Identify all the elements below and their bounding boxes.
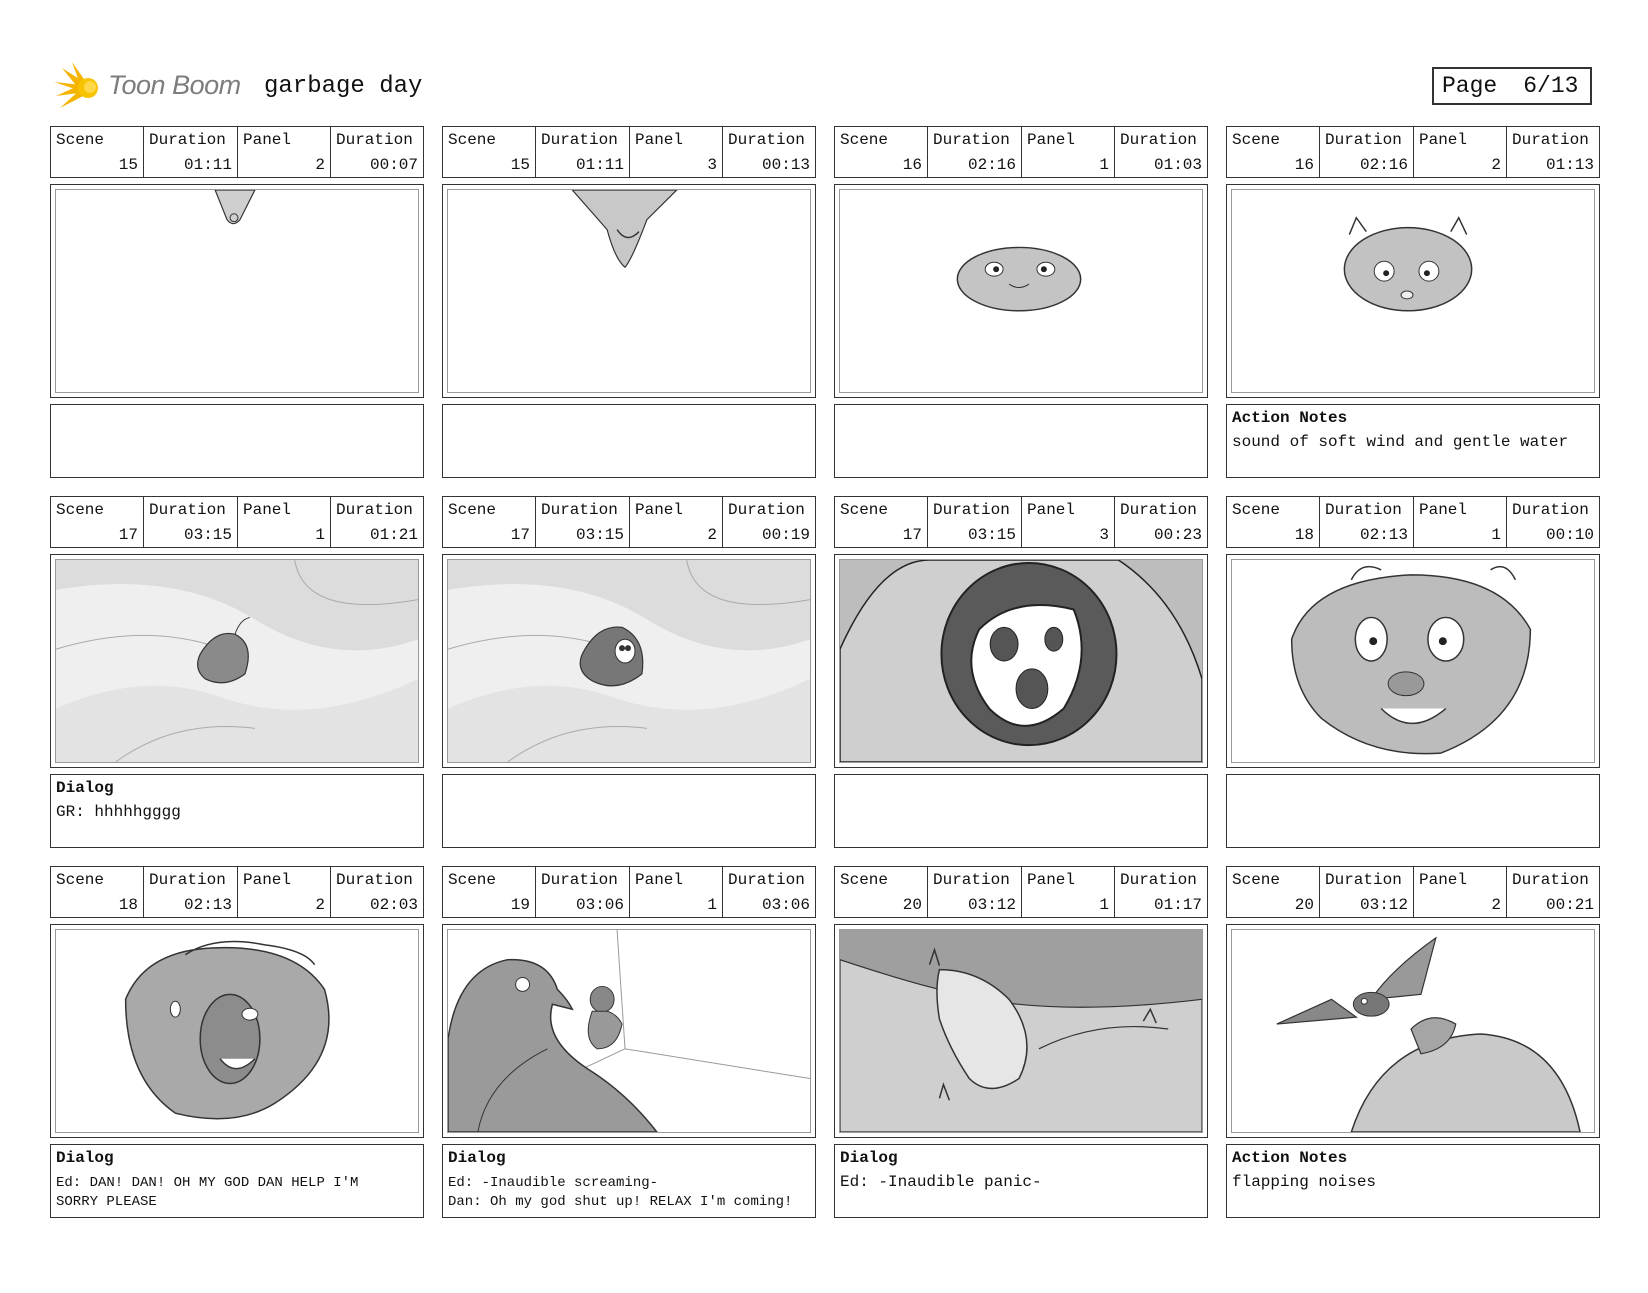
page-label: Page bbox=[1442, 73, 1498, 99]
panel-duration-label: Duration bbox=[1512, 501, 1589, 519]
notes-box bbox=[834, 404, 1208, 478]
panel-drawing bbox=[50, 184, 424, 398]
panel-duration-label: Duration bbox=[1120, 871, 1197, 889]
panel-label: Panel bbox=[1027, 501, 1076, 519]
notes-text: Ed: -Inaudible panic- bbox=[840, 1173, 1042, 1191]
scene-duration: 03:15 bbox=[183, 526, 232, 544]
panel-label: Panel bbox=[1027, 131, 1076, 149]
scene-duration-label: Duration bbox=[541, 501, 618, 519]
panel-label: Panel bbox=[1419, 131, 1468, 149]
scene-duration-label: Duration bbox=[1325, 501, 1402, 519]
panel-header bbox=[50, 496, 424, 548]
scene-label: Scene bbox=[1232, 501, 1281, 519]
notes-text: Ed: DAN! DAN! OH MY GOD DAN HELP I'M SORRY PLEASE bbox=[56, 1175, 359, 1210]
panel-duration-label: Duration bbox=[1120, 131, 1197, 149]
panel-duration-label: Duration bbox=[1512, 131, 1589, 149]
panel-duration: 02:03 bbox=[369, 896, 418, 914]
panel-drawing bbox=[442, 554, 816, 768]
notes-title: Dialog bbox=[56, 1149, 114, 1167]
scene-duration: 02:13 bbox=[1359, 526, 1408, 544]
panel-label: Panel bbox=[635, 131, 684, 149]
panel-duration-label: Duration bbox=[1120, 501, 1197, 519]
burst-icon bbox=[52, 58, 108, 114]
panel-number: 2 bbox=[315, 896, 325, 914]
panel-number: 1 bbox=[1099, 896, 1109, 914]
scene-label: Scene bbox=[448, 871, 497, 889]
panel-label: Panel bbox=[635, 501, 684, 519]
scene-duration-label: Duration bbox=[149, 131, 226, 149]
panel-duration: 00:13 bbox=[761, 156, 810, 174]
scene-duration: 01:11 bbox=[183, 156, 232, 174]
notes-box bbox=[834, 774, 1208, 848]
scene-label: Scene bbox=[448, 131, 497, 149]
notes-box bbox=[442, 404, 816, 478]
panel-drawing bbox=[442, 924, 816, 1138]
panel-number: 3 bbox=[707, 156, 717, 174]
scene-duration: 03:15 bbox=[575, 526, 624, 544]
notes-title: Dialog bbox=[56, 779, 114, 797]
panel-duration: 00:23 bbox=[1153, 526, 1202, 544]
notes-box bbox=[442, 1144, 816, 1218]
scene-duration: 01:11 bbox=[575, 156, 624, 174]
scene-duration-label: Duration bbox=[149, 501, 226, 519]
page-indicator bbox=[1432, 67, 1592, 105]
logo-text: Toon Boom bbox=[108, 70, 241, 100]
notes-title: Action Notes bbox=[1232, 409, 1348, 427]
scene-number: 18 bbox=[118, 896, 138, 914]
notes-text: Ed: -Inaudible screaming- Dan: Oh my god shut up! RELAX I'm coming! bbox=[448, 1175, 793, 1210]
notes-box bbox=[50, 774, 424, 848]
panel-number: 2 bbox=[315, 156, 325, 174]
panel-duration: 00:21 bbox=[1545, 896, 1594, 914]
panel-header bbox=[1226, 496, 1600, 548]
notes-title: Dialog bbox=[840, 1149, 898, 1167]
notes-box bbox=[1226, 404, 1600, 478]
panel-duration: 00:10 bbox=[1545, 526, 1594, 544]
scene-duration: 02:13 bbox=[183, 896, 232, 914]
scene-number: 20 bbox=[902, 896, 922, 914]
panel-drawing bbox=[50, 554, 424, 768]
panel-header bbox=[834, 866, 1208, 918]
scene-number: 16 bbox=[902, 156, 922, 174]
panel-duration-label: Duration bbox=[728, 501, 805, 519]
scene-label: Scene bbox=[840, 871, 889, 889]
notes-box bbox=[50, 1144, 424, 1218]
panel-drawing bbox=[1226, 184, 1600, 398]
scene-label: Scene bbox=[840, 131, 889, 149]
scene-number: 15 bbox=[118, 156, 138, 174]
panel-duration-label: Duration bbox=[728, 871, 805, 889]
scene-duration-label: Duration bbox=[1325, 131, 1402, 149]
panel-header bbox=[1226, 126, 1600, 178]
scene-duration-label: Duration bbox=[541, 131, 618, 149]
scene-label: Scene bbox=[56, 501, 105, 519]
notes-box bbox=[50, 404, 424, 478]
page-header bbox=[52, 58, 1612, 116]
scene-number: 18 bbox=[1294, 526, 1314, 544]
scene-number: 19 bbox=[510, 896, 530, 914]
panel-duration-label: Duration bbox=[336, 871, 413, 889]
panel-drawing bbox=[834, 184, 1208, 398]
notes-text: GR: hhhhhgggg bbox=[56, 803, 181, 821]
notes-box bbox=[1226, 774, 1600, 848]
scene-number: 20 bbox=[1294, 896, 1314, 914]
scene-number: 17 bbox=[118, 526, 138, 544]
scene-duration: 03:12 bbox=[967, 896, 1016, 914]
scene-label: Scene bbox=[448, 501, 497, 519]
panel-drawing bbox=[50, 924, 424, 1138]
notes-text: flapping noises bbox=[1232, 1173, 1377, 1191]
panel-label: Panel bbox=[1419, 871, 1468, 889]
notes-text: sound of soft wind and gentle water bbox=[1232, 433, 1569, 451]
scene-duration: 03:12 bbox=[1359, 896, 1408, 914]
panel-duration: 00:19 bbox=[761, 526, 810, 544]
scene-number: 15 bbox=[510, 156, 530, 174]
panel-header bbox=[442, 866, 816, 918]
panel-duration-label: Duration bbox=[728, 131, 805, 149]
scene-duration-label: Duration bbox=[933, 131, 1010, 149]
scene-label: Scene bbox=[1232, 131, 1281, 149]
scene-duration: 03:15 bbox=[967, 526, 1016, 544]
panel-duration-label: Duration bbox=[336, 501, 413, 519]
scene-duration: 02:16 bbox=[967, 156, 1016, 174]
panel-duration: 03:06 bbox=[761, 896, 810, 914]
scene-label: Scene bbox=[1232, 871, 1281, 889]
panel-drawing bbox=[1226, 924, 1600, 1138]
panel-duration: 01:17 bbox=[1153, 896, 1202, 914]
scene-number: 17 bbox=[510, 526, 530, 544]
panel-drawing bbox=[1226, 554, 1600, 768]
panel-number: 1 bbox=[1491, 526, 1501, 544]
notes-box bbox=[1226, 1144, 1600, 1218]
scene-duration: 02:16 bbox=[1359, 156, 1408, 174]
panel-duration-label: Duration bbox=[336, 131, 413, 149]
panel-number: 1 bbox=[707, 896, 717, 914]
panel-header bbox=[50, 866, 424, 918]
panel-drawing bbox=[834, 924, 1208, 1138]
scene-duration-label: Duration bbox=[541, 871, 618, 889]
panel-header bbox=[442, 496, 816, 548]
panel-drawing bbox=[834, 554, 1208, 768]
panel-label: Panel bbox=[635, 871, 684, 889]
panel-drawing bbox=[442, 184, 816, 398]
scene-label: Scene bbox=[56, 871, 105, 889]
notes-box bbox=[442, 774, 816, 848]
panel-label: Panel bbox=[1027, 871, 1076, 889]
toon-boom-logo bbox=[52, 58, 252, 114]
scene-number: 16 bbox=[1294, 156, 1314, 174]
notes-title: Dialog bbox=[448, 1149, 506, 1167]
scene-label: Scene bbox=[840, 501, 889, 519]
notes-box bbox=[834, 1144, 1208, 1218]
panel-label: Panel bbox=[1419, 501, 1468, 519]
scene-duration-label: Duration bbox=[933, 871, 1010, 889]
document-title: garbage day bbox=[264, 73, 423, 100]
scene-duration: 03:06 bbox=[575, 896, 624, 914]
panel-header bbox=[834, 496, 1208, 548]
scene-label: Scene bbox=[56, 131, 105, 149]
notes-title: Action Notes bbox=[1232, 1149, 1348, 1167]
panel-number: 1 bbox=[1099, 156, 1109, 174]
scene-number: 17 bbox=[902, 526, 922, 544]
scene-duration-label: Duration bbox=[149, 871, 226, 889]
panel-duration-label: Duration bbox=[1512, 871, 1589, 889]
panel-number: 1 bbox=[315, 526, 325, 544]
panel-header bbox=[1226, 866, 1600, 918]
panel-number: 2 bbox=[1491, 896, 1501, 914]
scene-duration-label: Duration bbox=[1325, 871, 1402, 889]
panel-label: Panel bbox=[243, 871, 292, 889]
panel-number: 2 bbox=[1491, 156, 1501, 174]
scene-duration-label: Duration bbox=[933, 501, 1010, 519]
panel-header bbox=[834, 126, 1208, 178]
panel-duration: 01:13 bbox=[1545, 156, 1594, 174]
panel-header bbox=[442, 126, 816, 178]
panel-duration: 00:07 bbox=[369, 156, 418, 174]
panel-duration: 01:03 bbox=[1153, 156, 1202, 174]
page-number: 6/13 bbox=[1523, 73, 1579, 99]
panel-number: 3 bbox=[1099, 526, 1109, 544]
panel-duration: 01:21 bbox=[369, 526, 418, 544]
panel-header bbox=[50, 126, 424, 178]
panel-number: 2 bbox=[707, 526, 717, 544]
panel-label: Panel bbox=[243, 501, 292, 519]
panel-label: Panel bbox=[243, 131, 292, 149]
